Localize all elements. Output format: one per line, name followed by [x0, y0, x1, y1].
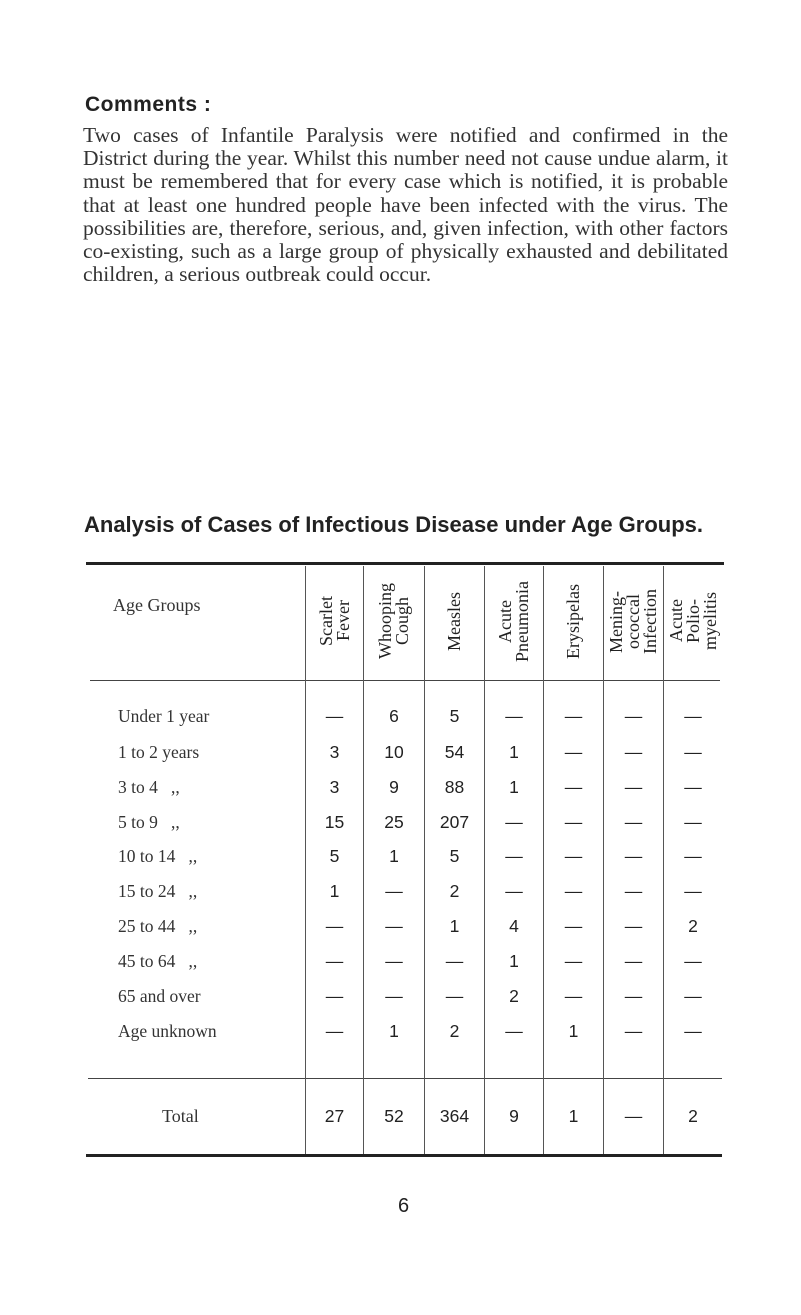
column-header-scarlet-fever: Scarlet Fever — [315, 596, 353, 646]
row-age-label: 45 to 64 ,, — [118, 951, 198, 971]
table-cell: — — [564, 881, 583, 901]
total-cell: 52 — [384, 1106, 404, 1126]
row-age-label: 65 and over — [118, 986, 201, 1006]
table-cell: — — [385, 916, 403, 936]
table-cell: — — [505, 706, 523, 726]
table-cell: — — [505, 812, 523, 832]
page-number: 6 — [398, 1195, 410, 1217]
table-cell: — — [624, 951, 643, 971]
table-cell: — — [684, 986, 702, 1006]
column-header-whooping-cough: Whooping Cough — [375, 583, 412, 659]
table-cell: — — [385, 881, 403, 901]
table-cell: 5 — [329, 846, 340, 866]
table-cell: — — [325, 916, 344, 936]
table-cell: 5 — [449, 846, 460, 866]
table-cell: — — [684, 846, 702, 866]
table-cell: — — [684, 1021, 702, 1041]
table-cell: 1 — [389, 1021, 399, 1041]
table-cell: 5 — [449, 706, 460, 726]
header-divider — [90, 680, 720, 681]
table-cell: 1 — [329, 881, 340, 901]
table-cell: 1 — [509, 742, 519, 762]
comments-paragraph: Two cases of Infantile Paralysis were notified and confirmed in the District during the year. Whilst this number need not cause undue alarm, it must be remembered that for every case which is notified, it is probable that at least one hundred people have been infected with the virus. The possibilities are, therefore, serious, and, given infection, with other factors co-existing, such as a large group of physically exhausted and debilitated children, a serious outbreak could occur. — [83, 123, 728, 287]
table-cell: — — [325, 986, 344, 1006]
table-cell: 3 — [329, 777, 340, 797]
row-age-label: Under 1 year — [118, 706, 210, 726]
total-cell: 1 — [568, 1106, 579, 1126]
row-age-label: 1 to 2 years — [118, 742, 200, 762]
row-age-label: Age unknown — [118, 1021, 217, 1041]
table-cell: — — [564, 742, 583, 762]
table-cell: 1 — [449, 916, 460, 936]
table-cell: — — [564, 846, 583, 866]
table-cell: — — [624, 706, 643, 726]
row-age-label: 15 to 24 ,, — [118, 881, 198, 901]
table-cell: — — [505, 846, 523, 866]
table-cell: — — [684, 951, 702, 971]
table-cell: — — [684, 812, 702, 832]
table-cell: — — [325, 706, 344, 726]
table-cell: — — [325, 951, 344, 971]
table-cell: 1 — [389, 846, 399, 866]
table-cell: — — [564, 777, 583, 797]
table-cell: — — [564, 951, 583, 971]
table-cell: 4 — [509, 916, 519, 936]
total-cell: 364 — [439, 1106, 470, 1126]
table-cell: — — [624, 1021, 643, 1041]
table-cell: 1 — [509, 951, 519, 971]
total-divider — [88, 1078, 722, 1079]
column-header-measles: Measles — [444, 591, 464, 651]
column-header-acute-pneumonia: Acute Pneumonia — [495, 580, 532, 662]
table-cell: 2 — [449, 881, 460, 901]
table-cell: 6 — [389, 706, 399, 726]
table-cell: — — [385, 986, 403, 1006]
row-age-label: 5 to 9 ,, — [118, 812, 180, 832]
table-cell: — — [624, 742, 643, 762]
table-cell: — — [505, 881, 523, 901]
table-cell: 207 — [439, 812, 470, 832]
row-age-label: 3 to 4 ,, — [118, 777, 180, 797]
table-cell: — — [505, 1021, 523, 1041]
table-cell: 1 — [568, 1021, 579, 1041]
column-header-erysipelas: Erysipelas — [563, 583, 583, 659]
total-cell: 27 — [324, 1106, 345, 1126]
table-cell: 54 — [444, 742, 465, 762]
total-cell: — — [624, 1106, 643, 1126]
table-cell: — — [564, 706, 583, 726]
table-cell: 10 — [384, 742, 404, 762]
table-cell: 1 — [509, 777, 519, 797]
total-cell: 9 — [509, 1106, 519, 1126]
table-cell: — — [624, 881, 643, 901]
age-groups-header: Age Groups — [113, 595, 201, 615]
total-cell: 2 — [688, 1106, 698, 1126]
table-cell: — — [624, 846, 643, 866]
comments-heading: Comments : — [85, 93, 212, 116]
total-label: Total — [162, 1106, 199, 1126]
table-cell: — — [564, 916, 583, 936]
table-cell: — — [684, 706, 702, 726]
table-cell: — — [624, 777, 643, 797]
table-cell: — — [684, 881, 702, 901]
table-cell: 2 — [509, 986, 519, 1006]
table-cell: — — [684, 777, 702, 797]
table-cell: 88 — [444, 777, 465, 797]
table-cell: — — [325, 1021, 344, 1041]
table-cell: — — [445, 951, 464, 971]
table-cell: 15 — [324, 812, 345, 832]
row-age-label: 10 to 14 ,, — [118, 846, 198, 866]
table-cell: — — [564, 986, 583, 1006]
table-cell: 2 — [688, 916, 698, 936]
table-cell: — — [684, 742, 702, 762]
column-header-meningococcal-infection: Mening- ococcal Infection — [606, 588, 660, 654]
table-cell: — — [385, 951, 403, 971]
table-title: Analysis of Cases of Infectious Disease under Age Groups. — [84, 512, 704, 537]
table-cell: 2 — [449, 1021, 460, 1041]
table-cell: — — [624, 986, 643, 1006]
table-cell: — — [624, 812, 643, 832]
row-age-label: 25 to 44 ,, — [118, 916, 198, 936]
table-cell: 9 — [389, 777, 399, 797]
table-cell: — — [445, 986, 464, 1006]
table-bottom-rule — [86, 1154, 722, 1157]
column-header-acute-poliomyelitis: Acute Polio- myelitis — [665, 592, 720, 650]
table-cell: — — [624, 916, 643, 936]
table-cell: 25 — [384, 812, 404, 832]
table-cell: — — [564, 812, 583, 832]
table-cell: 3 — [329, 742, 340, 762]
